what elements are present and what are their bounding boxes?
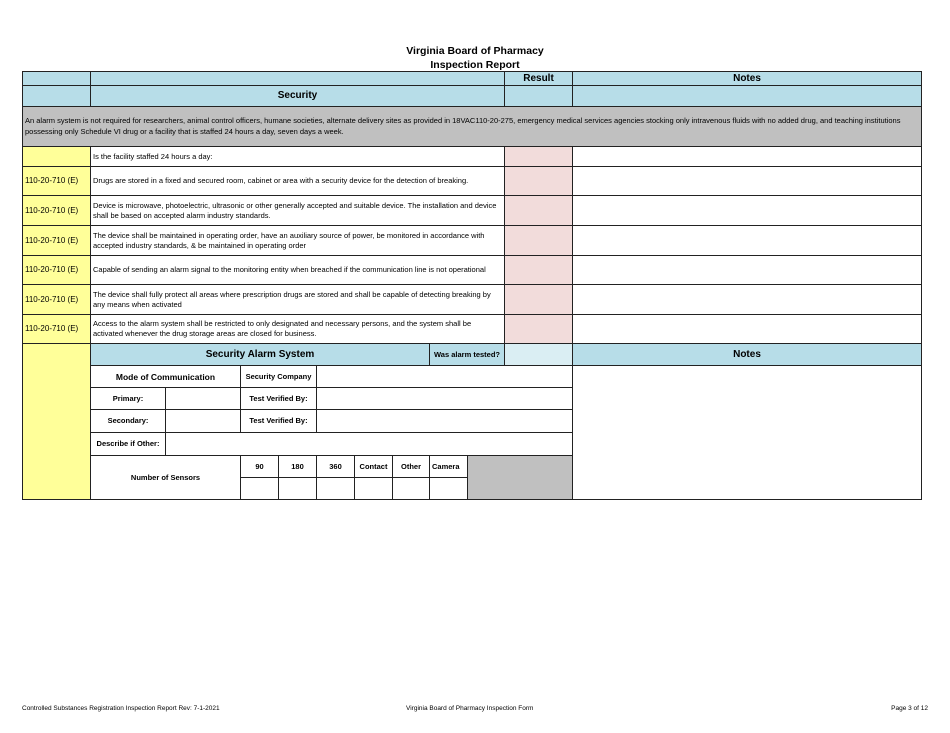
mode-of-communication-label: Mode of Communication bbox=[90, 365, 241, 388]
row-result-input[interactable] bbox=[504, 146, 573, 167]
result-header: Result bbox=[504, 71, 573, 86]
section-result-cell bbox=[504, 85, 573, 107]
header-requirement-cell bbox=[90, 71, 505, 86]
row-result-input[interactable] bbox=[504, 314, 573, 344]
row-notes-input[interactable] bbox=[572, 146, 922, 167]
alarm-notes-input[interactable] bbox=[572, 365, 922, 500]
row-result-input[interactable] bbox=[504, 255, 573, 285]
test-verified-input-2[interactable] bbox=[316, 409, 573, 433]
alarm-tested-input[interactable] bbox=[504, 343, 573, 366]
row-requirement: Is the facility staffed 24 hours a day: bbox=[90, 146, 505, 167]
footer-left: Controlled Substances Registration Inspection Report Rev: 7-1-2021 bbox=[22, 705, 220, 712]
row-code: 110-20-710 (E) bbox=[22, 225, 91, 256]
row-result-input[interactable] bbox=[504, 195, 573, 226]
row-notes-input[interactable] bbox=[572, 166, 922, 196]
row-code bbox=[22, 146, 91, 167]
row-requirement: The device shall fully protect all areas where prescription drugs are stored and shall be capable of detecting breaking by any means when activated bbox=[90, 284, 505, 315]
security-company-input[interactable] bbox=[316, 365, 573, 388]
sensor-input-90[interactable] bbox=[240, 477, 279, 500]
secondary-label: Secondary: bbox=[90, 409, 166, 433]
row-notes-input[interactable] bbox=[572, 225, 922, 256]
row-requirement: Drugs are stored in a fixed and secured room, cabinet or area with a security device for the detection of breaking. bbox=[90, 166, 505, 196]
sensor-input-camera[interactable] bbox=[429, 477, 468, 500]
row-code: 110-20-710 (E) bbox=[22, 255, 91, 285]
row-code: 110-20-710 (E) bbox=[22, 195, 91, 226]
alarm-code-cell bbox=[22, 343, 91, 500]
test-verified-label-1: Test Verified By: bbox=[240, 387, 317, 410]
report-subtitle: Inspection Report bbox=[430, 59, 520, 71]
report-title: Virginia Board of Pharmacy bbox=[406, 45, 544, 57]
sensor-input-contact[interactable] bbox=[354, 477, 393, 500]
number-of-sensors-label: Number of Sensors bbox=[90, 455, 241, 500]
sensor-input-other[interactable] bbox=[392, 477, 430, 500]
row-requirement: Device is microwave, photoelectric, ultrasonic or other generally accepted and suitable device. The installation and device shall be based on accepted alarm industry standards. bbox=[90, 195, 505, 226]
exemption-note: An alarm system is not required for researchers, animal control officers, humane societies, alternate delivery sites as provided in 18VAC110-20-275, emergency medical services agencies stocking only intravenous fluids with no added drug, and teaching institutions possessing only Schedule VI drug or a facility that is staffed 24 hours a day, seven days a week. bbox=[22, 106, 922, 147]
sensor-col-90: 90 bbox=[240, 455, 279, 478]
row-result-input[interactable] bbox=[504, 166, 573, 196]
test-verified-label-2: Test Verified By: bbox=[240, 409, 317, 433]
secondary-input[interactable] bbox=[165, 409, 241, 433]
row-code: 110-20-710 (E) bbox=[22, 314, 91, 344]
row-result-input[interactable] bbox=[504, 225, 573, 256]
notes-header: Notes bbox=[572, 71, 922, 86]
sensor-col-180: 180 bbox=[278, 455, 317, 478]
header-code-cell bbox=[22, 71, 91, 86]
primary-label: Primary: bbox=[90, 387, 166, 410]
alarm-tested-label: Was alarm tested? bbox=[429, 343, 505, 366]
row-code: 110-20-710 (E) bbox=[22, 284, 91, 315]
sensors-grey-cell bbox=[467, 455, 573, 500]
sensor-input-180[interactable] bbox=[278, 477, 317, 500]
sensor-col-360: 360 bbox=[316, 455, 355, 478]
section-notes-cell bbox=[572, 85, 922, 107]
row-notes-input[interactable] bbox=[572, 314, 922, 344]
sensor-input-360[interactable] bbox=[316, 477, 355, 500]
row-requirement: Capable of sending an alarm signal to the monitoring entity when breached if the communication line is not operational bbox=[90, 255, 505, 285]
row-notes-input[interactable] bbox=[572, 195, 922, 226]
sensor-col-other: Other bbox=[392, 455, 430, 478]
describe-other-input[interactable] bbox=[165, 432, 573, 456]
test-verified-input-1[interactable] bbox=[316, 387, 573, 410]
row-requirement: Access to the alarm system shall be restricted to only designated and necessary persons, and the system shall be activated whenever the drug storage areas are closed for business. bbox=[90, 314, 505, 344]
row-notes-input[interactable] bbox=[572, 284, 922, 315]
section-title: Security bbox=[90, 85, 505, 107]
section-code-cell bbox=[22, 85, 91, 107]
row-requirement: The device shall be maintained in operating order, have an auxiliary source of power, be monitored in accordance with accepted industry standards, & be maintained in operating order bbox=[90, 225, 505, 256]
footer-page-number: Page 3 of 12 bbox=[891, 705, 928, 712]
describe-other-label: Describe if Other: bbox=[90, 432, 166, 456]
row-code: 110-20-710 (E) bbox=[22, 166, 91, 196]
sensor-col-contact: Contact bbox=[354, 455, 393, 478]
alarm-title: Security Alarm System bbox=[90, 343, 430, 366]
alarm-notes-header: Notes bbox=[572, 343, 922, 366]
row-result-input[interactable] bbox=[504, 284, 573, 315]
primary-input[interactable] bbox=[165, 387, 241, 410]
sensor-col-camera: Camera bbox=[429, 455, 468, 478]
security-company-label: Security Company bbox=[240, 365, 317, 388]
footer-center: Virginia Board of Pharmacy Inspection Form bbox=[406, 705, 534, 712]
row-notes-input[interactable] bbox=[572, 255, 922, 285]
